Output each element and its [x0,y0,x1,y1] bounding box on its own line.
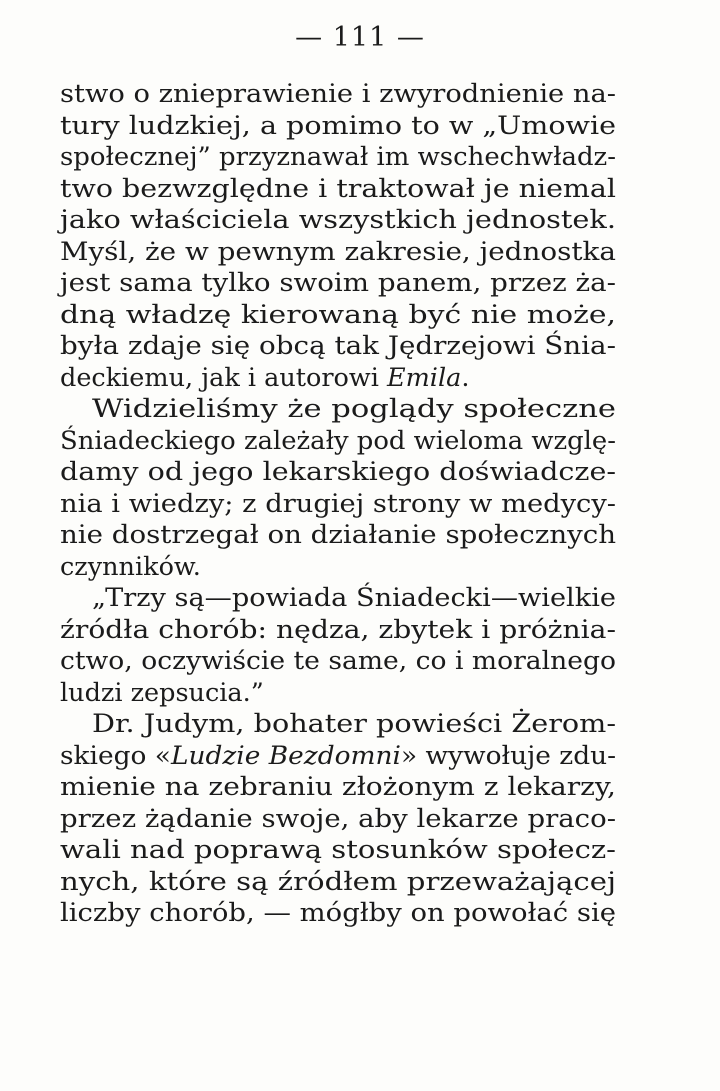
text-line [60,772,616,804]
text-run: źródła chorób: nędza, zbytek i próżnia- [60,614,616,645]
text-line-content [60,111,616,143]
text-line-content [60,237,616,269]
text-line [60,142,616,174]
body-text [60,79,616,930]
text-line [60,457,616,489]
italic-title: Ludzie Bezdomni [170,740,401,771]
text-line-content [60,867,616,899]
text-line [60,646,616,678]
text-line-content [60,835,616,867]
text-run: ctwo, oczywiście te same, co i moralnego [60,646,617,676]
text-line-content [60,678,264,710]
text-line [60,237,616,269]
text-run: jako właściciela wszystkich jednostek. [60,205,616,235]
text-run: społecznej” przyznawał im wschechwładz- [60,142,616,172]
text-line-content [92,583,616,615]
text-line-content [60,205,616,237]
text-run: Myśl, że w pewnym zakresie, jednostka [60,236,616,267]
text-run: Śniadeckiego zależały pod wieloma wzglę- [60,425,616,456]
text-line-content [60,79,616,111]
text-run: ludzi zepsucia.” [60,677,264,708]
text-line-content [60,174,616,206]
text-line [60,835,616,867]
text-line [60,552,616,584]
text-line [60,300,616,332]
text-line [60,205,616,237]
text-line [60,898,616,930]
text-run: mienie na zebraniu złożonym z lekarzy, [60,772,616,802]
text-line-content [60,772,616,804]
text-line [60,489,616,521]
text-run: Dr. Judym, bohater powieści Żerom- [92,709,617,739]
text-run: two bezwzględne i traktował je niemal [60,173,617,204]
text-line-content [92,394,616,426]
text-line [60,174,616,206]
text-line [60,583,616,615]
text-run: wali nad poprawą stosunków społecz- [60,835,616,865]
text-line [60,331,616,363]
text-run: . [461,362,470,393]
text-run: » wywołuje zdu- [400,740,617,771]
page-number: — 111 — [295,22,425,53]
text-line [60,394,616,426]
text-line-content [60,268,616,300]
text-line [60,111,616,143]
text-line-content [60,426,616,458]
text-line-content [60,363,469,395]
text-line-content [60,804,616,836]
text-run: nych, które są źródłem przeważającej [60,866,617,897]
text-line-content [60,520,616,552]
text-run: była zdaje się obcą tak Jędrzejowi Śnia- [60,331,617,361]
text-line [60,79,616,111]
text-run: dną władzę kierowaną być nie może, [60,299,617,330]
text-line-content [60,300,616,332]
text-line-content [60,489,616,521]
text-line-content [60,898,616,930]
text-line-content [60,331,616,363]
text-line [60,678,616,710]
text-line [60,268,616,300]
italic-title: Emila [387,362,462,393]
text-line-content [92,709,616,741]
text-run: przez żądanie swoje, aby lekarze praco- [60,803,617,834]
text-run: Widzieliśmy że poglądy społeczne [92,394,617,424]
text-run: czynników. [60,551,201,582]
text-line [60,741,616,773]
text-line [60,867,616,899]
text-line-content [60,457,616,489]
text-run: liczby chorób, — mógłby on powołać się [60,898,617,928]
text-line [60,426,616,458]
text-line [60,804,616,836]
text-run: nie dostrzegał on działanie społecznych [60,520,617,550]
text-line [60,615,616,647]
text-run: damy od jego lekarskiego doświadcze- [60,457,617,487]
text-line [60,709,616,741]
text-line-content [60,552,201,584]
text-run: tury ludzkiej, a pomimo to w „Umowie [60,110,617,141]
text-line-content [60,142,616,174]
text-line [60,363,616,395]
text-run: „Trzy są—powiada Śniadecki—wielkie [92,583,616,613]
text-line-content [60,615,616,647]
text-line [60,520,616,552]
text-run: nia i wiedzy; z drugiej strony w medycy- [60,488,617,519]
text-line-content [60,741,616,773]
text-run: stwo o znieprawienie i zwyrodnienie na- [60,79,616,109]
text-run: skiego « [60,740,171,771]
text-line-content [60,646,616,678]
text-run: jest sama tylko swoim panem, przez ża- [60,268,616,298]
text-run: deckiemu, jak i autorowi [60,362,387,393]
